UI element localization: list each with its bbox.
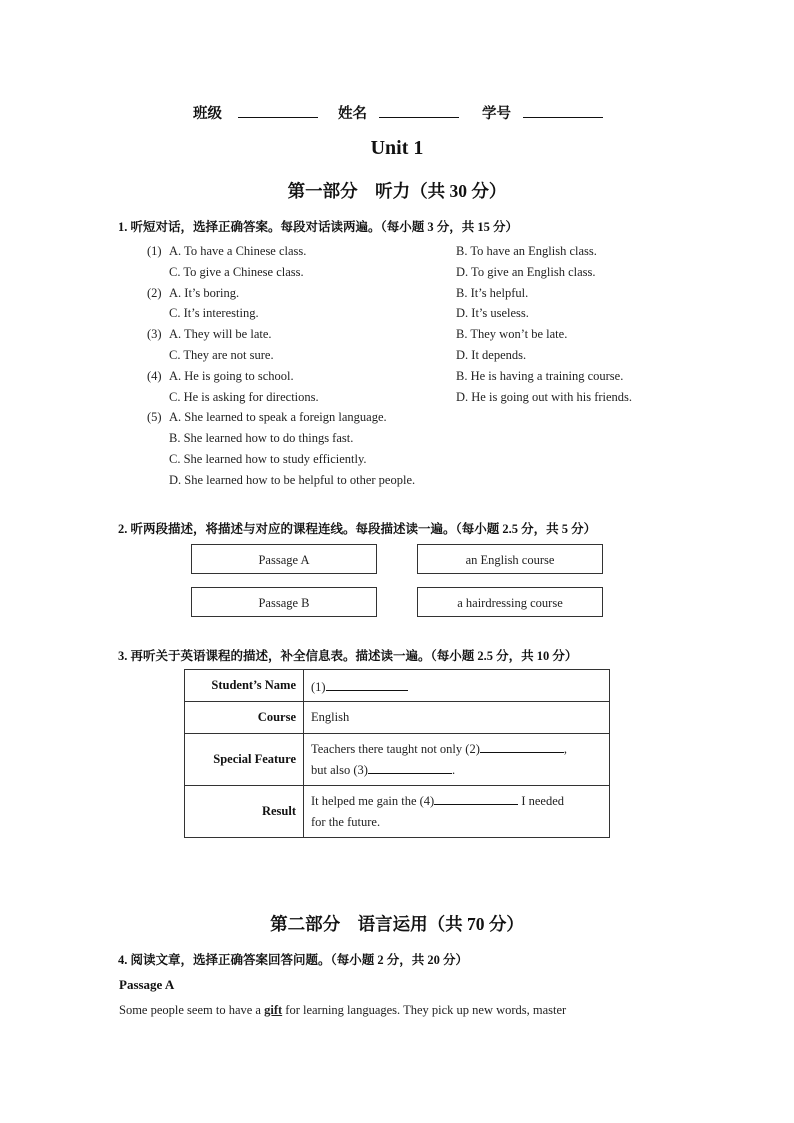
passage-text-before: Some people seem to have a — [119, 1003, 265, 1017]
q1-item5-num: (5) — [147, 410, 162, 424]
class-label: 班级 — [193, 106, 222, 122]
q1-item3-b[interactable]: B. They won’t be late. — [456, 327, 568, 341]
course-label-cell: Course — [185, 702, 304, 734]
q1-item4-c[interactable]: C. He is asking for directions. — [169, 390, 319, 404]
result-line-2: for the future. — [311, 814, 381, 829]
q1-item4-d[interactable]: D. He is going out with his friends. — [456, 390, 633, 404]
blank-3[interactable] — [368, 760, 452, 774]
unit-title: Unit 1 — [370, 137, 424, 159]
name-label-cell: Student’s Name — [185, 670, 304, 702]
q1-item4-b[interactable]: B. He is having a training course. — [456, 369, 624, 383]
result-value-cell — [304, 786, 610, 838]
feature-value-cell — [304, 734, 610, 786]
info-table — [184, 669, 610, 838]
q1-heading: 1. 听短对话，选择正确答案。每段对话读两遍。（每小题 3 分，共 15 分） — [118, 220, 519, 234]
q1-item1-c[interactable]: C. To give a Chinese class. — [169, 265, 304, 279]
q1-item4-num: (4) — [147, 369, 162, 383]
blank-4[interactable] — [434, 791, 518, 805]
blank-1-label: (1) — [311, 679, 326, 694]
q1-item3-d[interactable]: D. It depends. — [456, 348, 527, 362]
table-row — [185, 786, 610, 838]
match-left-passage-a[interactable]: Passage A — [191, 544, 377, 574]
q1-item2-a[interactable]: A. It’s boring. — [169, 286, 240, 300]
table-row — [185, 702, 610, 734]
part2-title: 第二部分 语言运用（共 70 分） — [270, 914, 524, 934]
feature-text-2: , — [563, 741, 567, 756]
blank-1[interactable] — [326, 677, 408, 691]
match-left-passage-b[interactable]: Passage B — [191, 587, 377, 617]
feature-text-1: Teachers there taught not only (2) — [311, 741, 480, 756]
id-field — [482, 102, 603, 123]
id-blank[interactable] — [523, 103, 603, 118]
passage-a-label: Passage A — [119, 977, 175, 992]
q1-item1-b[interactable]: B. To have an English class. — [456, 244, 597, 258]
q1-item3-c[interactable]: C. They are not sure. — [169, 348, 274, 362]
feature-line-2 — [311, 760, 602, 781]
q1-item4-a[interactable]: A. He is going to school. — [169, 369, 294, 383]
table-row — [185, 670, 610, 702]
q1-item5-a[interactable]: A. She learned to speak a foreign language. — [169, 410, 387, 424]
id-label: 学号 — [482, 106, 511, 122]
q1-item2-d[interactable]: D. It’s useless. — [456, 306, 529, 320]
feature-line-1 — [311, 739, 602, 760]
part1-title: 第一部分 听力（共 30 分） — [287, 181, 507, 201]
passage-keyword-gift: gift — [264, 1003, 283, 1017]
result-text-1: It helped me gain the (4) — [311, 793, 435, 808]
name-label: 姓名 — [338, 106, 367, 122]
class-field — [193, 102, 318, 123]
table-row — [185, 734, 610, 786]
result-label-cell: Result — [185, 786, 304, 838]
q3-heading: 3. 再听关于英语课程的描述，补全信息表。描述读一遍。（每小题 2.5 分，共 10 分） — [118, 649, 578, 663]
name-field — [338, 102, 459, 123]
passage-text-after: for learning languages. They pick up new words, master — [282, 1003, 567, 1017]
name-value-cell — [304, 670, 610, 702]
q1-item1-a[interactable]: A. To have a Chinese class. — [169, 244, 307, 258]
q1-item2-num: (2) — [147, 286, 162, 300]
feature-text-3: but also (3) — [311, 762, 368, 777]
q1-item3-a[interactable]: A. They will be late. — [169, 327, 272, 341]
class-blank[interactable] — [238, 103, 318, 118]
feature-label-cell: Special Feature — [185, 734, 304, 786]
course-value-cell: English — [304, 702, 610, 734]
q1-item2-c[interactable]: C. It’s interesting. — [169, 306, 259, 320]
q1-item5-d[interactable]: D. She learned how to be helpful to other people. — [169, 473, 416, 487]
feature-text-4: . — [451, 762, 456, 777]
q1-item3-num: (3) — [147, 327, 162, 341]
q1-item1-num: (1) — [147, 244, 162, 258]
blank-2[interactable] — [480, 739, 564, 753]
result-text-2: I needed — [518, 793, 565, 808]
match-right-hairdressing-course[interactable]: a hairdressing course — [417, 587, 603, 617]
match-right-english-course[interactable]: an English course — [417, 544, 603, 574]
q1-item2-b[interactable]: B. It’s helpful. — [456, 286, 529, 300]
result-line-1 — [311, 791, 602, 812]
q1-item1-d[interactable]: D. To give an English class. — [456, 265, 596, 279]
q1-item5-b[interactable]: B. She learned how to do things fast. — [169, 431, 354, 445]
q4-heading: 4. 阅读文章，选择正确答案回答问题。（每小题 2 分，共 20 分） — [118, 953, 469, 967]
q1-item5-c[interactable]: C. She learned how to study efficiently. — [169, 452, 367, 466]
q2-heading: 2. 听两段描述，将描述与对应的课程连线。每段描述读一遍。（每小题 2.5 分，共 5 分） — [118, 522, 597, 536]
passage-a-text — [119, 1003, 566, 1018]
name-blank[interactable] — [379, 103, 459, 118]
